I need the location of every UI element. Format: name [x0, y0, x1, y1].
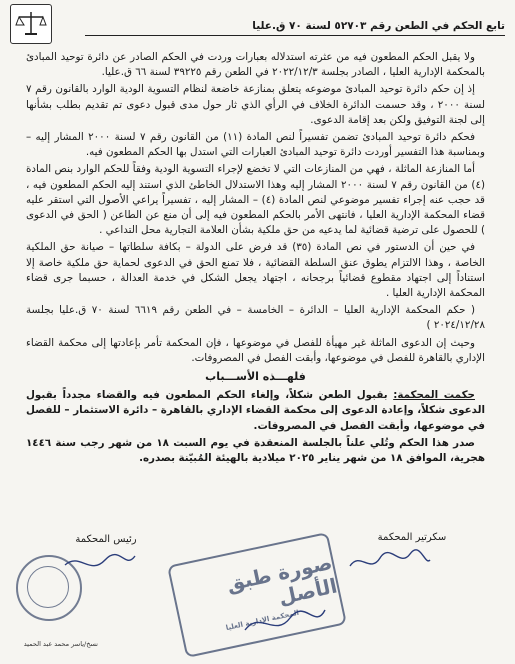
- paragraph-6: ( حكم المحكمة الإدارية العليا – الدائرة – الخامسة – في الطعن رقم ٦٦١٩ لسنة ٧٠ ق.عليا بجلسة ٢٠٢٤/١٢/٢٨ ): [26, 304, 485, 332]
- paragraph-5: في حين أن الدستور في نص المادة (٣٥) قد فرض على الدولة – بكافة سلطاتها – صيانة حق الملكية الخاصة ، وهذا الالتزام يطوق عنق السلطة القضائية ، فلا تمنع الحق في الدعوى لحماية حق ملكية خاصة إلا استناداً إلى اجتهاد مقطوع قضائياً برجحانه ، اجتهاد يجعل الشكل في خدمة العدالة ، حسبما جرى قضاء المحكمة الإدارية العليا .: [26, 241, 485, 300]
- decision-paragraph: [26, 388, 485, 434]
- judgment-body: [26, 50, 485, 468]
- reasons-heading: فلهـــذه الأســـباب: [205, 370, 306, 384]
- president-label: رئيس المحكمة: [75, 534, 137, 545]
- secretary-signature-block: [337, 532, 487, 543]
- page-title: تابع الحكم في الطعن رقم ٥٢٧٠٣ لسنة ٧٠ ق.عليا: [85, 20, 505, 36]
- secretary-signature: [345, 546, 435, 576]
- secretary-label: سكرتير المحكمة: [377, 532, 447, 543]
- handwritten-signature: [240, 600, 330, 640]
- president-signature-block: [36, 534, 176, 545]
- paragraph-7: وحيث إن الدعوى الماثلة غير مهيأة للفصل في موضوعها ، فإن المحكمة تأمر بإعادتها إلى محكمة القضاء الإداري بالقاهرة للفصل في موضوعها، وأبقت الفصل في المصروفات.: [26, 336, 485, 364]
- typist-note: نسخ/ياسر محمد عبد الحميد: [23, 640, 98, 648]
- issued-paragraph: صدر هذا الحكم وتُلي علناً بالجلسة المنعقدة في يوم السبت ١٨ من شهر رجب سنة ١٤٤٦ هجرية، الموافق ١٨ من شهر يناير ٢٠٢٥ ميلادية بالهيئة المُبيّنة بصدره.: [26, 436, 485, 465]
- decision-head: حكمت المحكمة:: [393, 389, 475, 402]
- decision-text: بقبول الطعن شكلاً، وإلغاء الحكم المطعون فيه والقضاء مجدداً بقبول الدعوى شكلاً، وإعادة الدعوى إلى محكمة القضاء الإداري بالقاهرة – دائرة الاستثمار – للفصل في موضوعها، وأبقت الفصل في المصروفات.: [26, 389, 485, 432]
- stamp-text: صورة طبق الأصل: [224, 549, 340, 609]
- paragraph-2: إذ إن حكم دائرة توحيد المبادئ موضوعه يتعلق بمنازعة خاضعة لنظام التسوية الودية الوارد بالقانون رقم ٧ لسنة ٢٠٠٠ ، وقد حسمت الدائرة الخلاف في الرأي الذي ثار حول مدى قبول دعوى تم تقديم بطلب بشأنها إلى لجنة التوفيق ولكن بعد إقامة الدعوى.: [26, 83, 485, 126]
- scales-of-justice-icon: [10, 4, 52, 44]
- paragraph-3: فحكم دائرة توحيد المبادئ تضمن تفسيراً لنص المادة (١١) من القانون رقم ٧ لسنة ٢٠٠٠ المشار إليه – وبمناسبة هذا التفسير أوردت دائرة توحيد المبادئ العبارات التي استدل بها الحكم المطعون فيه.: [26, 131, 485, 159]
- president-signature: [60, 550, 140, 580]
- stamp-subtext: المحكمة الإدارية العليا: [225, 608, 300, 632]
- paragraph-4: أما المنازعة الماثلة ، فهي من المنازعات التي لا تخضع لإجراء التسوية الودية وفقاً للحكم الوارد بنص المادة (٤) من القانون رقم ٧ لسنة ٢٠٠٠ المشار إليه وهذا الاستدلال الخاطئ الذي استند إليه الحكم المطعون فيه ، قد حجب عنه إجراء تفسير موضوعي لنص المادة (٤) – المشار إليه ، تفسيراً يراعي الأصول التي استقر عليه قضاء المحكمة الإدارية العليا ، فانتهى الأمر بالحكم المطعون فيه إلى أن منع عن الطاعن ( الحق في الدعوى ) للحصول على ترضية قضائية لما يدعيه من حق ملكية بشأن العلامة التجارية محل التداعي .: [26, 163, 485, 237]
- paragraph-1: ولا يقبل الحكم المطعون فيه من عثرته استدلاله بعبارات وردت في الحكم الصادر عن دائرة توحيد المبادئ بالمحكمة الإدارية العليا ، الصادر بجلسة ٢٠٢٢/١٢/٣ في الطعن رقم ٣٩٢٢٥ لسنة ٦٦ ق.عليا.: [26, 51, 485, 79]
- page-header: [10, 4, 505, 46]
